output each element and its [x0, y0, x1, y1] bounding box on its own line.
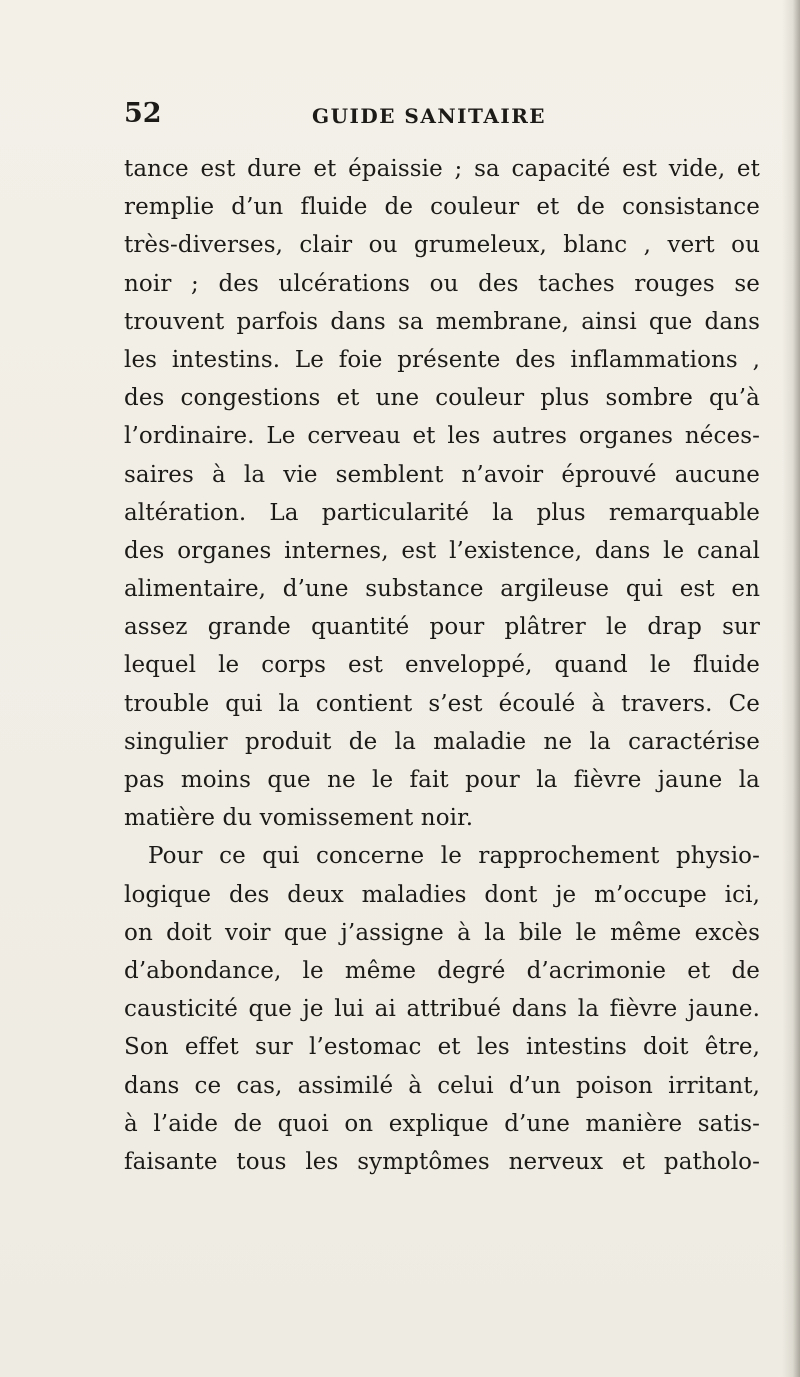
paragraph-last-line: matière du vomissement noir.: [124, 805, 474, 832]
text-line: logique des deux maladies dont je m’occupe ici,: [124, 881, 760, 908]
running-title: GUIDE SANITAIRE: [312, 104, 547, 128]
text-line: d’abondance, le même degré d’acrimonie et de: [124, 957, 760, 984]
text-line: trouble qui la contient s’est écoulé à travers. Ce: [124, 690, 760, 717]
text-line: les intestins. Le foie présente des inflammations ,: [124, 346, 760, 373]
text-line: assez grande quantité pour plâtrer le drap sur: [124, 614, 760, 641]
text-line: pas moins que ne le fait pour la fièvre jaune la: [124, 767, 760, 793]
page-header: [124, 98, 764, 138]
text-line: faisante tous les symptômes nerveux et patholo-: [124, 1148, 760, 1175]
text-line: très-diverses, clair ou grumeleux, blanc , vert ou: [124, 232, 760, 259]
text-line: des organes internes, est l’existence, dans le canal: [124, 537, 760, 564]
text-line: tance est dure et épaissie ; sa capacité est vide, et: [124, 156, 760, 182]
text-line: altération. La particularité la plus remarquable: [124, 499, 760, 526]
text-line: à l’aide de quoi on explique d’une manière satis-: [124, 1110, 760, 1137]
text-line: trouvent parfois dans sa membrane, ainsi que dans: [124, 308, 760, 335]
text-line: remplie d’un fluide de couleur et de consistance: [124, 194, 760, 221]
text-line: l’ordinaire. Le cerveau et les autres organes néces-: [124, 423, 760, 450]
text-line: des congestions et une couleur plus sombre qu’à: [124, 385, 760, 412]
body-text: [124, 150, 760, 1181]
text-line: Son effet sur l’estomac et les intestins doit être,: [124, 1034, 760, 1061]
text-line: causticité que je lui ai attribué dans la fièvre jaune.: [124, 996, 760, 1023]
text-line: dans ce cas, assimilé à celui d’un poison irritant,: [124, 1072, 760, 1099]
page-edge-shadow: [782, 0, 800, 1377]
text-line: lequel le corps est enveloppé, quand le fluide: [124, 652, 760, 679]
text-line: saires à la vie semblent n’avoir éprouvé aucune: [124, 461, 760, 488]
paragraph-first-line: Pour ce qui concerne le rapprochement physio-: [148, 843, 760, 870]
text-line: on doit voir que j’assigne à la bile le même excès: [124, 919, 760, 946]
text-line: singulier produit de la maladie ne la caractérise: [124, 728, 760, 755]
page-number: 52: [124, 98, 162, 129]
text-line: noir ; des ulcérations ou des taches rouges se: [124, 270, 760, 297]
text-line: alimentaire, d’une substance argileuse qui est en: [124, 576, 760, 603]
